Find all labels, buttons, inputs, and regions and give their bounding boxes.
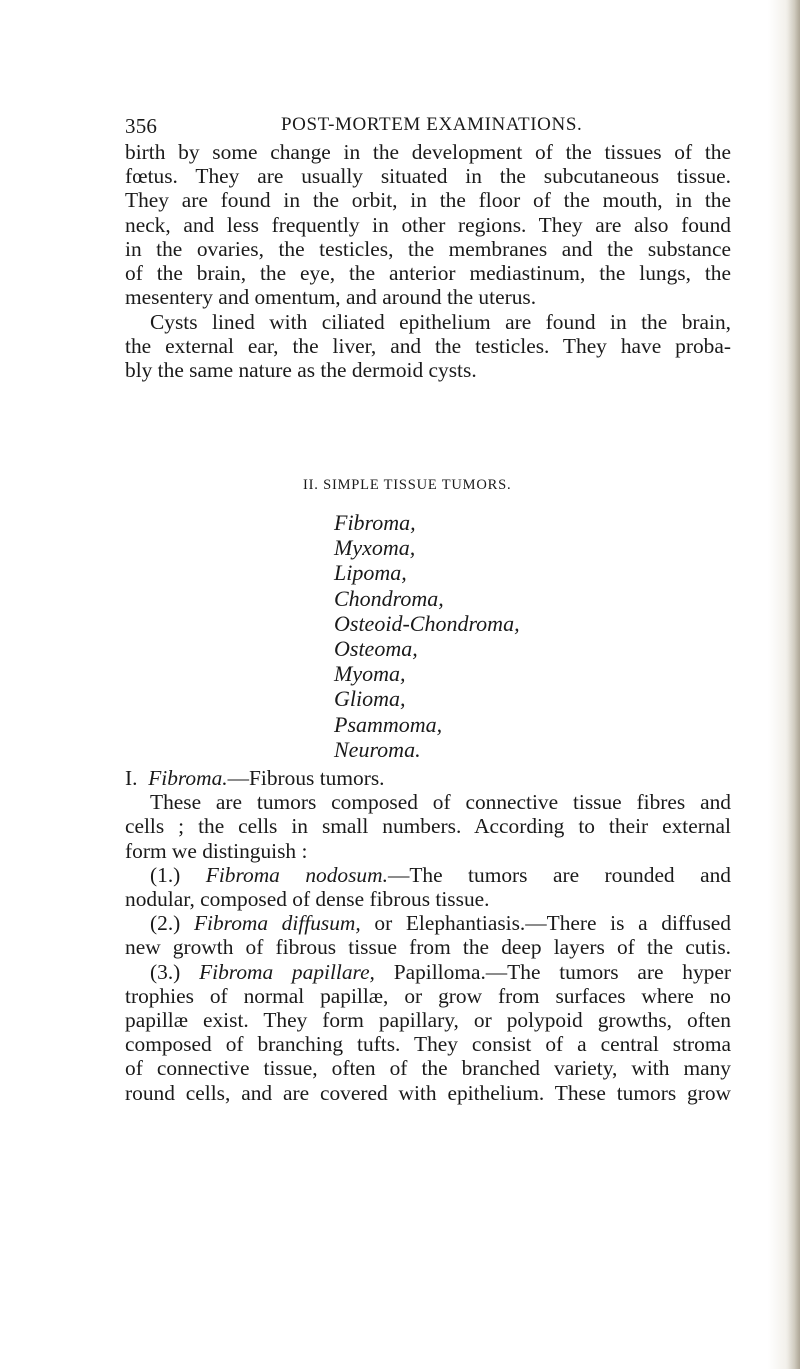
text-line: nodular, composed of dense fibrous tissue. [125,887,490,912]
text-line: cells ; the cells in small numbers. According to their external [125,814,731,839]
page-edge-shadow [786,0,800,1369]
section-heading: II. SIMPLE TISSUE TUMORS. [303,477,512,493]
fibroma-item-2-line-1 [125,911,731,935]
text-line: round cells, and are covered with epithelium. These tumors grow [125,1080,731,1105]
fibroma-section [125,766,731,1105]
text-line: papillæ exist. They form papillary, or polypoid growths, often [125,1008,731,1033]
text-line: These are tumors composed of connective tissue fibres and [150,790,731,815]
running-head: POST-MORTEM EXAMINATIONS. [281,114,583,135]
tumor-list [334,510,520,762]
text-line: in the ovaries, the testicles, the membranes and the substance [125,236,731,261]
text-line: Cysts lined with ciliated epithelium are found in the brain, [150,310,731,334]
text-line: They are found in the orbit, in the floor of the mouth, in the [125,188,731,213]
list-item: Lipoma, [334,560,407,586]
text-line: form we distinguish : [125,838,308,863]
text-line: composed of branching tufts. They consist of a central stroma [125,1032,731,1057]
text-line: the external ear, the liver, and the testicles. They have proba- [125,334,731,359]
fibroma-heading-number: I. [125,766,138,790]
text-line: bly the same nature as the dermoid cysts. [125,358,477,383]
list-item: Glioma, [334,686,406,712]
list-item: Chondroma, [334,585,444,611]
fibroma-heading-name: Fibroma. [148,766,228,790]
item-number: (2.) [150,911,181,936]
list-item: Osteoma, [334,636,418,662]
item-text: —The tumors are rounded and [387,862,731,887]
text-line: fœtus. They are usually situated in the subcutaneous tissue. [125,164,731,189]
item-name: Fibroma nodosum. [205,862,388,887]
item-number: (1.) [150,862,181,887]
item-number: (3.) [150,959,181,984]
item-name: Fibroma diffusum, [193,911,361,936]
fibroma-item-1-line-1 [125,863,731,887]
list-item: Neuroma. [334,736,421,762]
text-line: mesentery and omentum, and around the uterus. [125,285,537,310]
item-text: Papilloma.—The tumors are hyper [393,959,731,984]
item-name: Fibroma papillare, [199,959,375,984]
text-line: neck, and less frequently in other regions. They are also found [125,212,731,237]
paragraph-dermoid-cysts [125,140,731,309]
list-item: Osteoid-Chondroma, [334,610,520,636]
paragraph-ciliated-cysts [125,310,731,383]
text-line: of the brain, the eye, the anterior mediastinum, the lungs, the [125,261,731,286]
list-item: Myxoma, [334,535,416,561]
fibroma-heading-rest: —Fibrous tumors. [227,766,385,790]
page-number: 356 [125,114,158,138]
list-item: Psammoma, [334,711,443,737]
fibroma-heading [125,766,731,790]
item-text: or Elephantiasis.—There is a diffused [374,911,731,936]
fibroma-item-3-line-1 [125,960,731,984]
text-line: of connective tissue, often of the branched variety, with many [125,1056,731,1081]
text-line: birth by some change in the development of the tissues of the [125,140,731,164]
list-item: Myoma, [334,661,406,687]
text-line: new growth of fibrous tissue from the deep layers of the cutis. [125,935,731,960]
list-item: Fibroma, [334,510,416,535]
page-header [125,114,729,142]
text-line: trophies of normal papillæ, or grow from surfaces where no [125,983,731,1008]
